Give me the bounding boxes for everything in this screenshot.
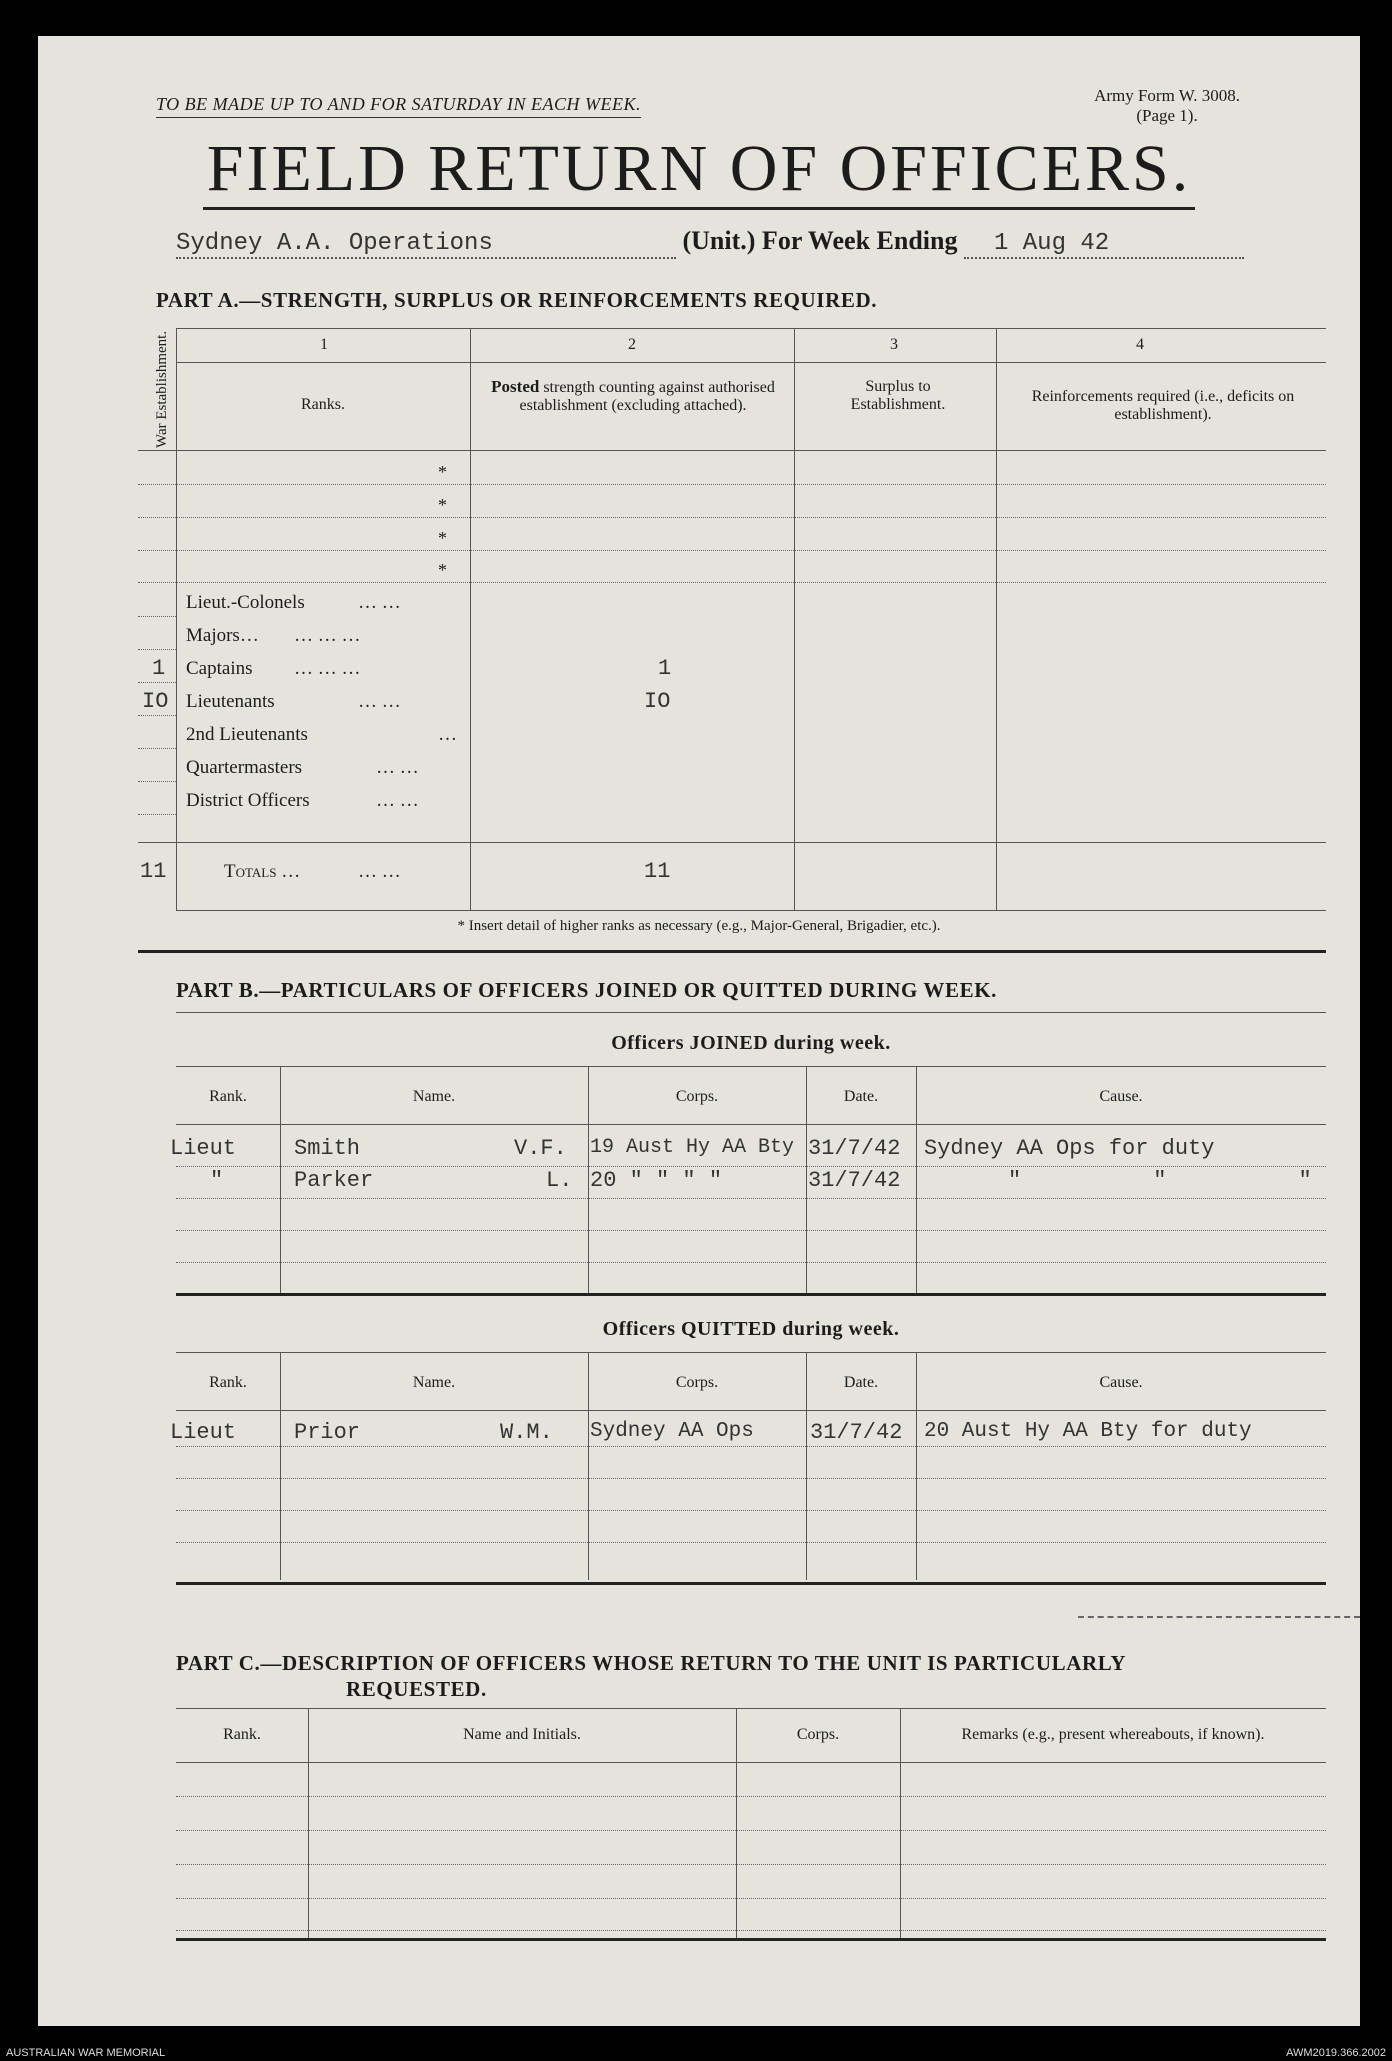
- col2-header-rest: strength counting against authorised establishment (excluding attached).: [519, 379, 775, 414]
- quitted-cause: 20 Aust Hy AA Bty for duty: [924, 1420, 1252, 1443]
- army-form-number: [1094, 86, 1240, 126]
- joined-cause: Sydney AA Ops for duty: [924, 1136, 1215, 1161]
- dotted-row-line: [138, 582, 1326, 583]
- rank-label: Lieut.-Colonels: [186, 592, 305, 613]
- part-b-rule: [176, 1012, 1326, 1013]
- perforation-line: [1078, 1616, 1360, 1618]
- dotted-row-line: [176, 1478, 1326, 1479]
- dotted-row-line: [176, 1198, 1326, 1199]
- joined-col-corps: Corps.: [675, 1088, 719, 1105]
- part-a-top-rule: [176, 328, 1326, 329]
- col-number-2: 2: [628, 336, 636, 353]
- totals-dots: … …: [358, 861, 401, 882]
- page-title: [38, 131, 1360, 207]
- joined-col-rank: Rank.: [209, 1088, 247, 1105]
- rank-label: Lieutenants: [186, 691, 275, 712]
- quitted-top-rule: [176, 1352, 1326, 1353]
- part-c-col-rank: Rank.: [223, 1726, 261, 1743]
- totals-posted: 11: [644, 859, 671, 884]
- part-a-col-sep: [470, 328, 471, 910]
- joined-rank: ": [210, 1168, 224, 1193]
- part-b-heading: PART B.—PARTICULARS OF OFFICERS JOINED OR QUITTED DURING WEEK.: [176, 978, 997, 1002]
- war-est-value: IO: [142, 689, 169, 714]
- star-mark: *: [438, 528, 447, 548]
- war-establishment-label: War Establishment.: [154, 330, 170, 448]
- dotted-row-line: [176, 1930, 1326, 1931]
- dotted-row-line: [176, 1262, 1326, 1263]
- part-a-col-sep: [794, 328, 795, 910]
- part-a-col-sep: [176, 328, 177, 910]
- posted-value: IO: [644, 689, 671, 714]
- col2-header-bold: Posted: [491, 377, 540, 396]
- rank-dots: … …: [358, 691, 401, 712]
- war-est-value: 1: [152, 656, 166, 681]
- col-number-3: 3: [890, 336, 898, 353]
- dotted-row-line: [138, 682, 176, 683]
- rank-dots: …: [438, 724, 457, 745]
- quitted-col-corps: Corps.: [675, 1374, 719, 1391]
- quitted-col-name: Name.: [412, 1374, 456, 1391]
- dotted-row-line: [176, 1796, 1326, 1797]
- dotted-row-line: [176, 1510, 1326, 1511]
- joined-date: 31/7/42: [808, 1168, 901, 1193]
- dotted-row-line: [138, 715, 176, 716]
- part-a-end-rule: [138, 950, 1326, 953]
- quitted-col-rank: Rank.: [209, 1374, 247, 1391]
- part-a-bottom-rule: [176, 910, 1326, 911]
- totals-label: Totals …: [224, 861, 301, 882]
- quitted-corps: Sydney AA Ops: [590, 1420, 754, 1443]
- joined-initials: V.F.: [514, 1136, 567, 1161]
- col1-header: Ranks.: [301, 396, 345, 413]
- rank-dots: … …: [358, 592, 401, 613]
- dotted-row-line: [138, 781, 176, 782]
- unit-value: Sydney A.A. Operations: [176, 230, 676, 259]
- dotted-row-line: [176, 1898, 1326, 1899]
- instruction-note: TO BE MADE UP TO AND FOR SATURDAY IN EACH WEEK.: [156, 94, 641, 118]
- joined-col-name: Name.: [412, 1088, 456, 1105]
- col-number-4: 4: [1136, 336, 1144, 353]
- joined-date: 31/7/42: [808, 1136, 901, 1161]
- part-c-heading-line2: REQUESTED.: [346, 1677, 487, 1701]
- part-a-number-rule: [176, 362, 1326, 363]
- part-a-heading: PART A.—STRENGTH, SURPLUS OR REINFORCEMENTS REQUIRED.: [156, 288, 878, 312]
- star-mark: *: [438, 462, 447, 482]
- part-a-totals-rule: [138, 842, 1326, 843]
- col2-header: [478, 378, 788, 415]
- totals-war-est: 11: [140, 859, 167, 884]
- joined-bottom-rule: [176, 1293, 1326, 1296]
- rank-label: Quartermasters: [186, 757, 303, 778]
- rank-label: Captains: [186, 658, 253, 679]
- joined-corps: 19 Aust Hy AA Bty: [590, 1136, 795, 1159]
- joined-name: Smith: [294, 1136, 361, 1161]
- unit-line: [176, 226, 1244, 259]
- rank-dots: … …: [376, 790, 419, 811]
- part-c-col-name: Name and Initials.: [463, 1726, 581, 1743]
- army-form-label: Army Form W. 3008.: [1094, 86, 1240, 105]
- title-text: FIELD RETURN OF OFFICERS.: [203, 132, 1195, 210]
- col4-header: Reinforcements required (i.e., deficits on establishment).: [1031, 388, 1295, 423]
- quitted-col-cause: Cause.: [1099, 1374, 1143, 1391]
- dotted-row-line: [138, 484, 1326, 485]
- dotted-row-line: [138, 748, 176, 749]
- quitted-name: Prior: [294, 1420, 361, 1445]
- joined-cause: " " ": [1008, 1168, 1312, 1193]
- part-a-col-sep: [996, 328, 997, 910]
- quitted-date: 31/7/42: [810, 1420, 903, 1445]
- dotted-row-line: [176, 1542, 1326, 1543]
- part-c-col-remarks: Remarks (e.g., present whereabouts, if known).: [961, 1726, 1265, 1743]
- dotted-row-line: [138, 550, 1326, 551]
- footer-source: AUSTRALIAN WAR MEMORIAL: [6, 2047, 166, 2059]
- part-c-col-corps: Corps.: [796, 1726, 840, 1743]
- part-c-header-rule: [176, 1762, 1326, 1763]
- joined-header-rule: [176, 1124, 1326, 1125]
- dotted-row-line: [138, 649, 176, 650]
- quitted-col-date: Date.: [843, 1374, 879, 1391]
- dotted-row-line: [138, 814, 176, 815]
- joined-corps: 20 " " " ": [590, 1168, 723, 1193]
- dotted-row-line: [138, 517, 1326, 518]
- rank-dots: … …: [376, 757, 419, 778]
- joined-rank: Lieut: [170, 1136, 237, 1161]
- col-number-1: 1: [320, 336, 328, 353]
- part-c-top-rule: [176, 1708, 1326, 1709]
- joined-top-rule: [176, 1066, 1326, 1067]
- rank-label: 2nd Lieutenants: [186, 724, 308, 745]
- part-c-heading-line1: PART C.—DESCRIPTION OF OFFICERS WHOSE RETURN TO THE UNIT IS PARTICULARLY: [176, 1651, 1127, 1675]
- joined-col-date: Date.: [843, 1088, 879, 1105]
- quitted-initials: W.M.: [500, 1420, 553, 1445]
- dotted-row-line: [176, 1830, 1326, 1831]
- quitted-rank: Lieut: [170, 1420, 237, 1445]
- star-mark: *: [438, 495, 447, 515]
- dotted-row-line: [176, 1230, 1326, 1231]
- quitted-title: Officers QUITTED during week.: [602, 1318, 900, 1340]
- rank-label: District Officers: [186, 790, 310, 811]
- joined-name: Parker: [294, 1168, 374, 1193]
- unit-label: (Unit.) For Week Ending: [682, 226, 958, 255]
- star-mark: *: [438, 560, 447, 580]
- form-page: [38, 36, 1360, 2026]
- part-c-bottom-rule: [176, 1938, 1326, 1941]
- joined-col-cause: Cause.: [1099, 1088, 1143, 1105]
- week-ending-value: 1 Aug 42: [964, 230, 1244, 259]
- dotted-row-line: [176, 1446, 1326, 1447]
- rank-dots: … … …: [294, 658, 361, 679]
- rank-label: Majors…: [186, 625, 259, 646]
- rank-dots: … … …: [294, 625, 361, 646]
- quitted-header-rule: [176, 1410, 1326, 1411]
- part-c-heading: [176, 1650, 1126, 1702]
- dotted-row-line: [176, 1166, 1326, 1167]
- posted-value: 1: [658, 656, 672, 681]
- dotted-row-line: [176, 1864, 1326, 1865]
- quitted-bottom-rule: [176, 1582, 1326, 1585]
- joined-initials: L.: [546, 1168, 573, 1193]
- dotted-row-line: [138, 616, 176, 617]
- footer-accession: AWM2019.366.2002: [1286, 2047, 1386, 2059]
- part-a-header-rule: [138, 450, 1326, 451]
- page-number: (Page 1).: [1136, 106, 1198, 125]
- footnote: * Insert detail of higher ranks as necessary (e.g., Major-General, Brigadier, etc.).: [457, 918, 941, 934]
- joined-title: Officers JOINED during week.: [611, 1032, 891, 1054]
- col3-header: Surplus to Establishment.: [850, 378, 946, 413]
